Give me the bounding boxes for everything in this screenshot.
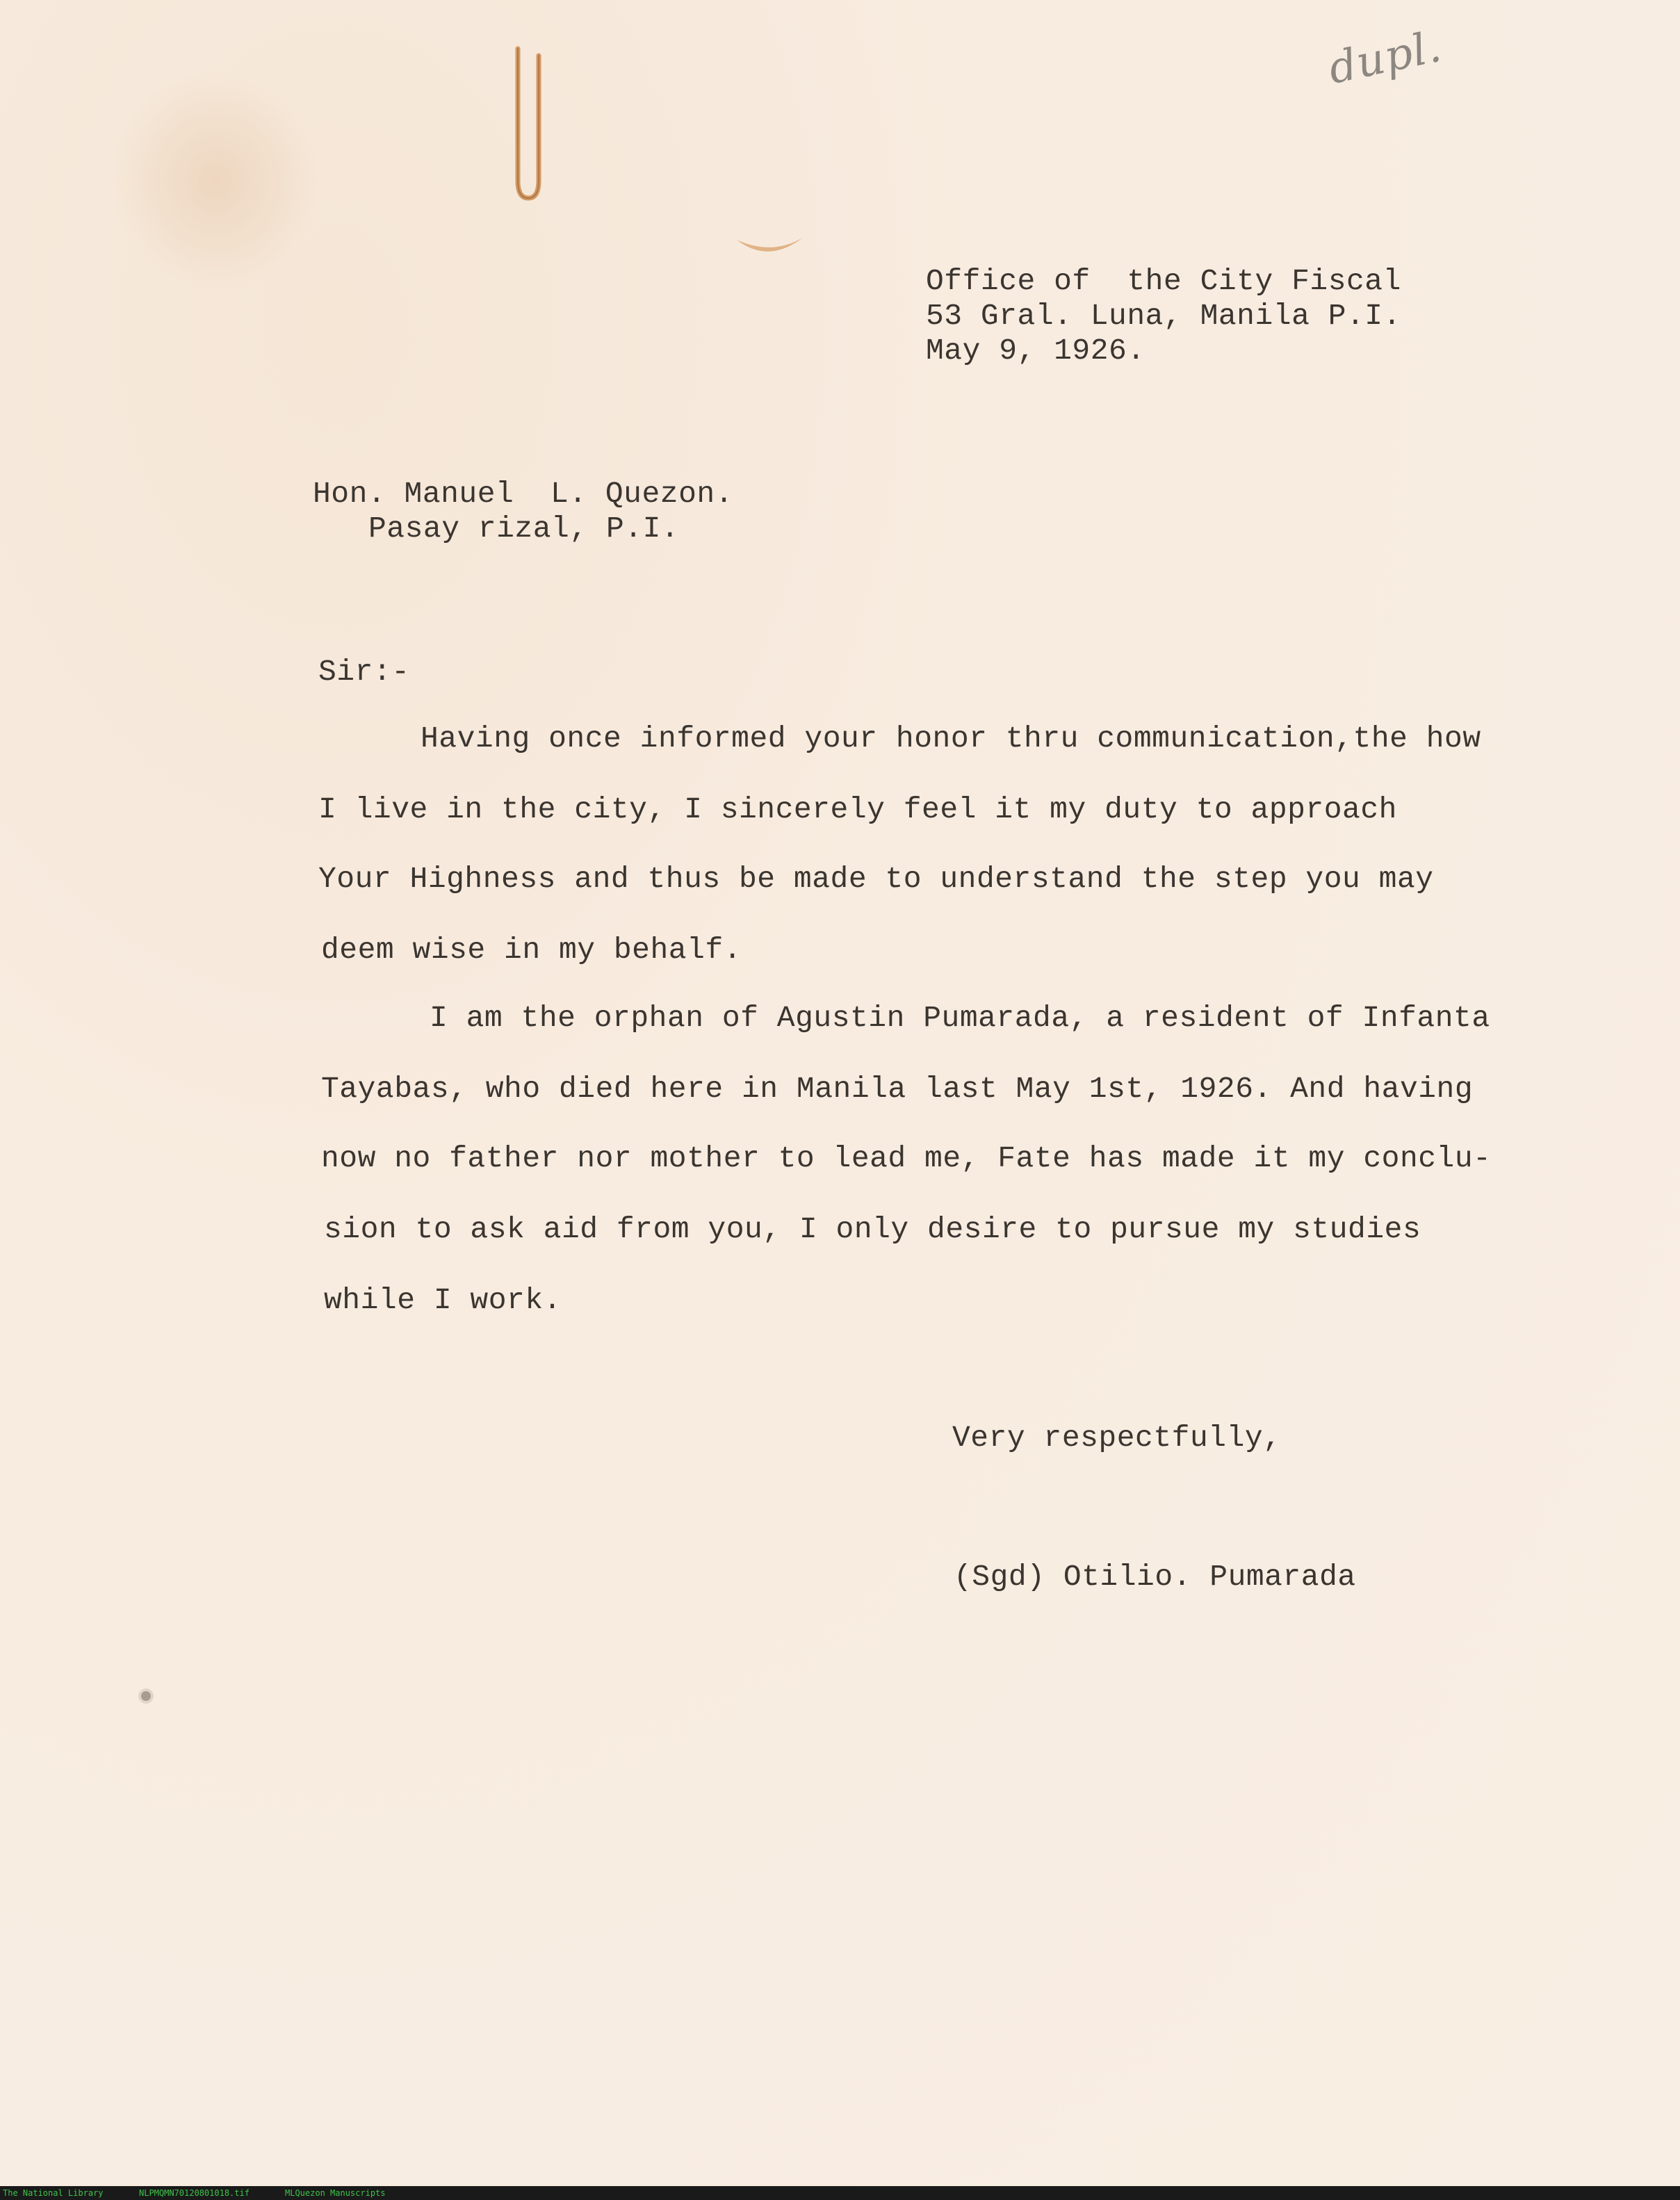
scan-footer-bar (0, 2186, 1680, 2200)
body-line: I am the orphan of Agustin Pumarada, a resident of Infanta (430, 1001, 1490, 1035)
salutation: Sir:- (318, 655, 410, 689)
footer-collection: MLQuezon Manuscripts (285, 2188, 386, 2198)
signature: (Sgd) Otilio. Pumarada (954, 1560, 1356, 1594)
body-line: I live in the city, I sincerely feel it my duty to approach (318, 792, 1397, 826)
body-line: Tayabas, who died here in Manila last May 1st, 1926. And having (321, 1072, 1474, 1106)
letterhead-office: Office of the City Fiscal (926, 264, 1401, 298)
rust-stain-mark (730, 229, 813, 271)
letter-date: May 9, 1926. (926, 334, 1145, 368)
handwritten-annotation: dupl. (1323, 20, 1446, 94)
body-line: sion to ask aid from you, I only desire to pursue my studies (324, 1212, 1421, 1246)
paperclip-rust-mark (500, 42, 556, 209)
recipient-name: Hon. Manuel L. Quezon. (313, 477, 733, 511)
letterhead-address: 53 Gral. Luna, Manila P.I. (926, 299, 1401, 333)
body-line: Having once informed your honor thru communication,the how (421, 722, 1481, 756)
body-line: while I work. (324, 1283, 562, 1317)
closing: Very respectfully, (952, 1421, 1282, 1455)
footer-filename: NLPMQMN70120801018.tif (139, 2188, 250, 2198)
body-line: now no father nor mother to lead me, Fate has made it my conclu- (321, 1141, 1492, 1175)
body-line: Your Highness and thus be made to understand the step you may (318, 862, 1434, 896)
recipient-address: Pasay rizal, P.I. (368, 512, 680, 546)
footer-library: The National Library (3, 2188, 104, 2198)
body-line: deem wise in my behalf. (321, 933, 742, 967)
ink-spot (136, 1686, 156, 1706)
